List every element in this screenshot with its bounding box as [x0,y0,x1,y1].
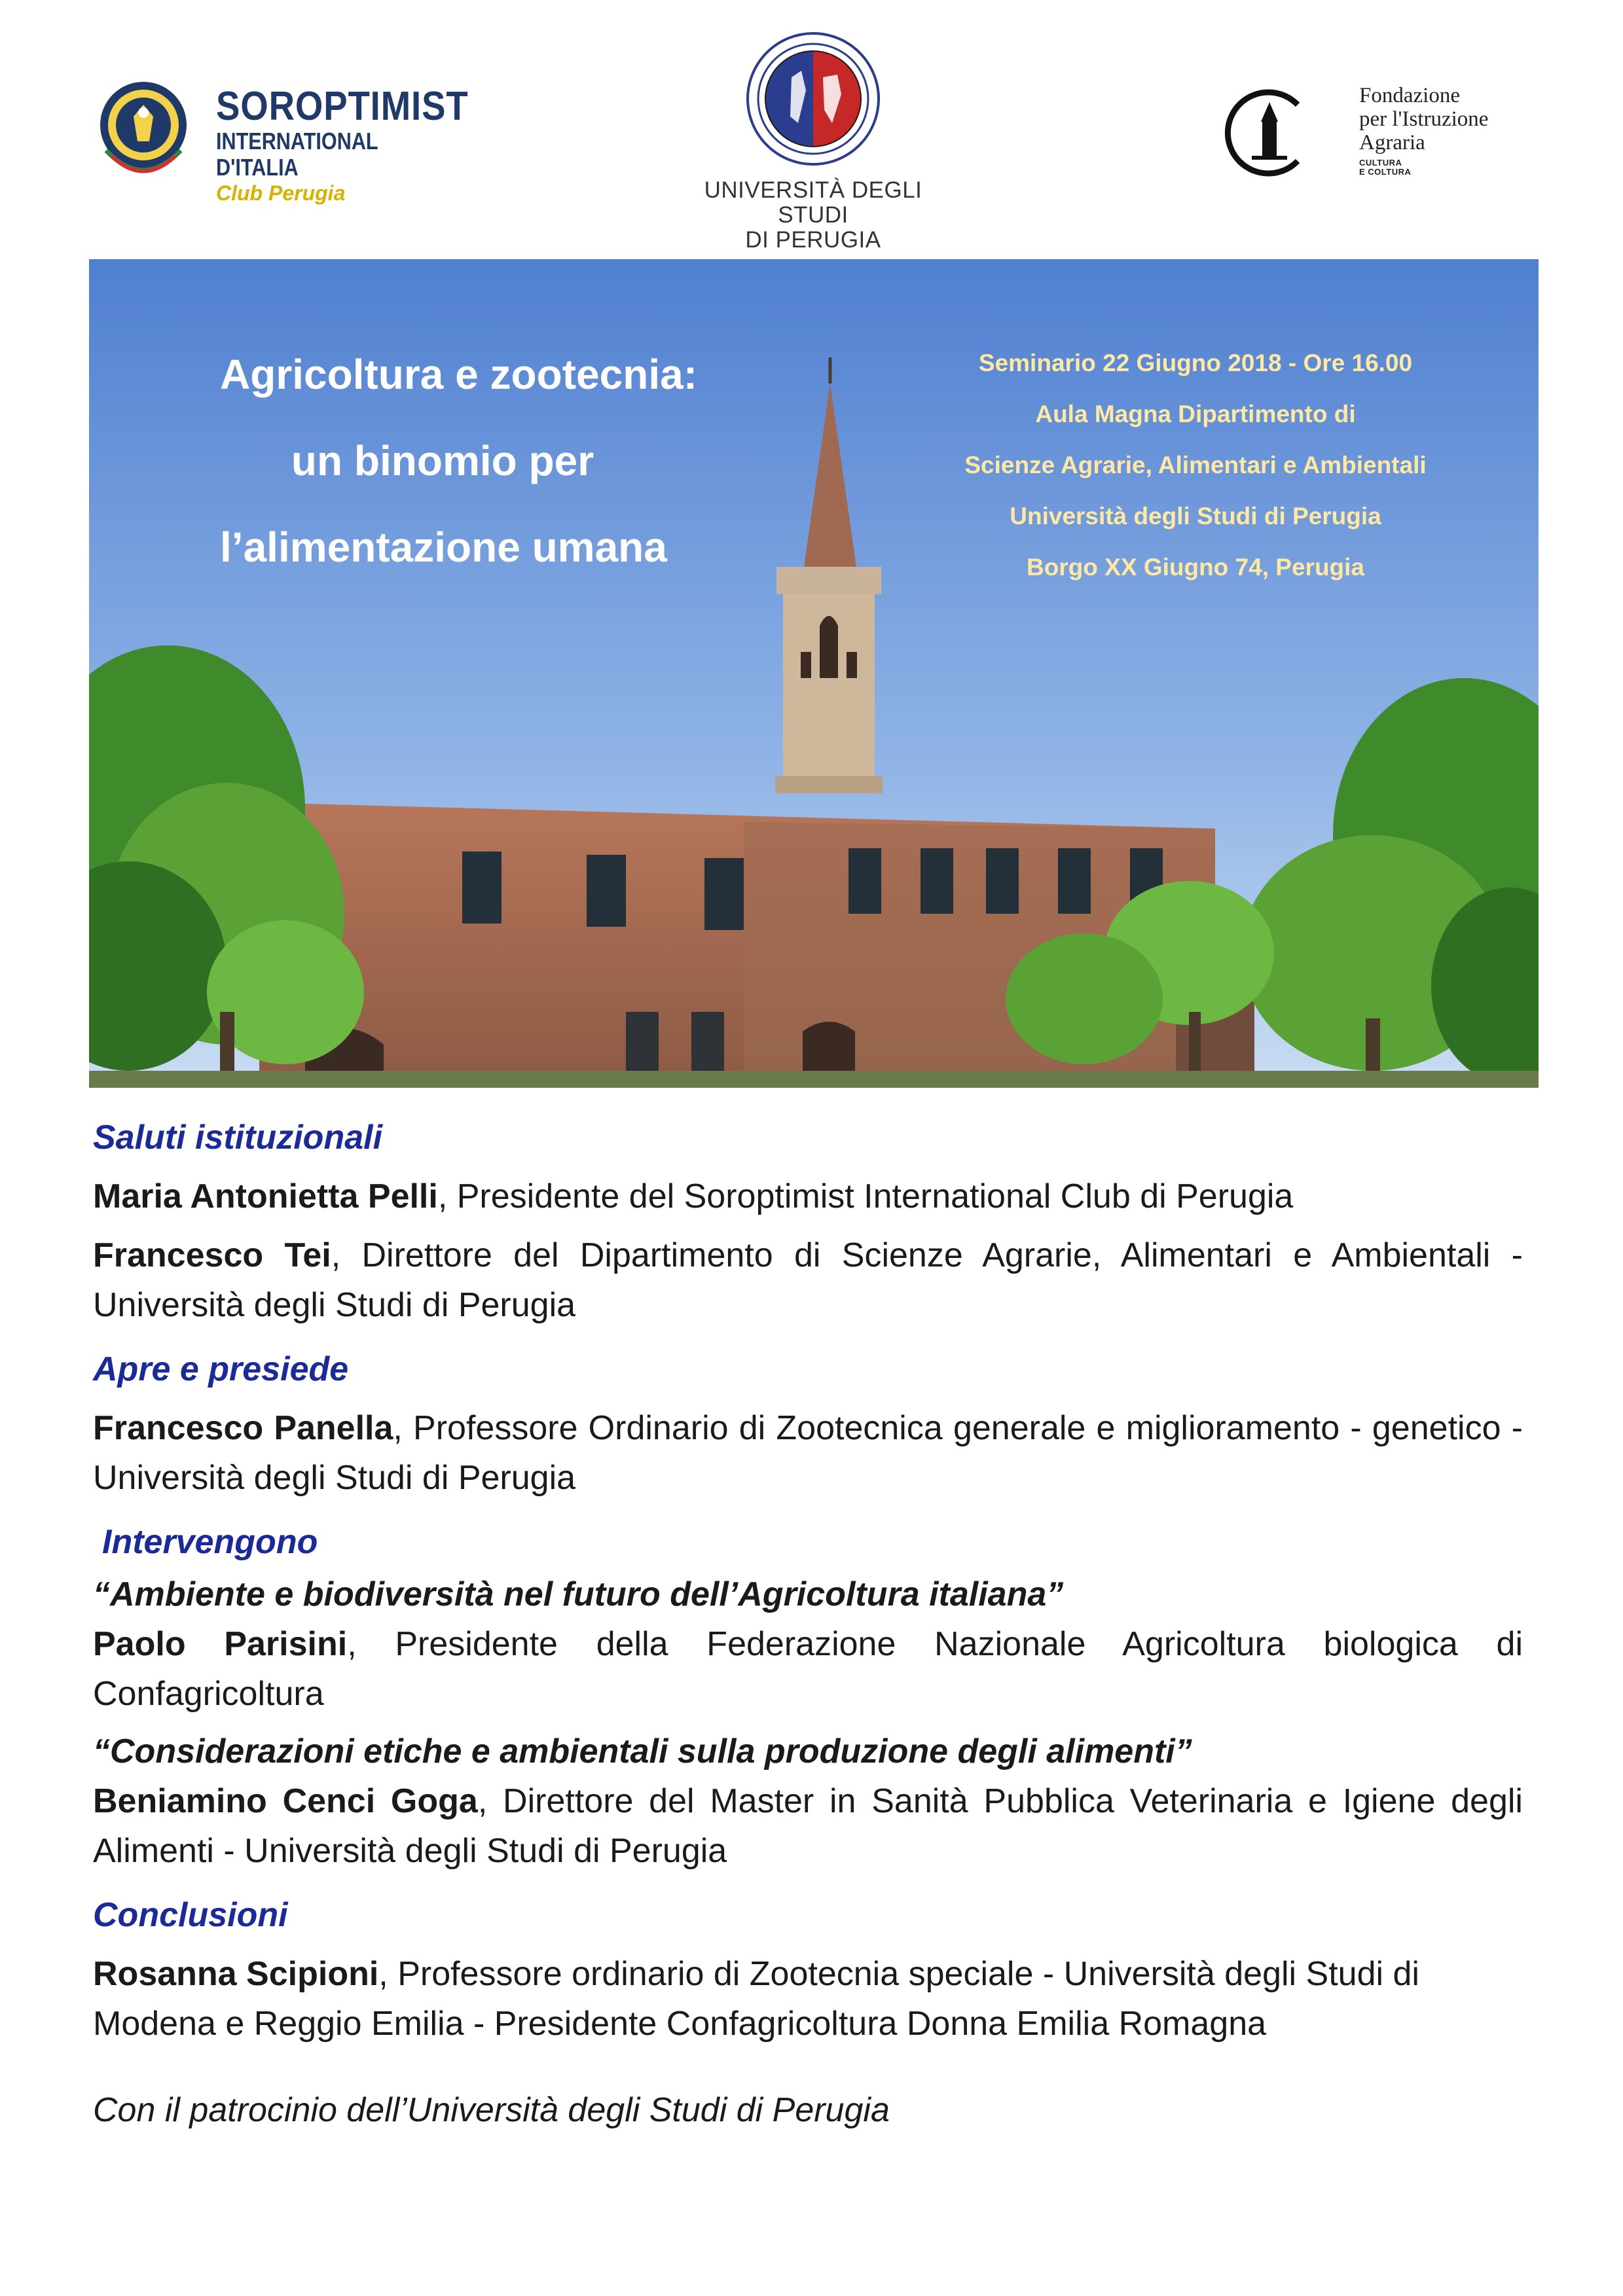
speaker-entry [93,1619,1523,1719]
talk-title: “Ambiente e biodiversità nel futuro dell’Agricoltura italiana” [93,1575,1064,1613]
university-name-line1: UNIVERSITÀ DEGLI STUDI [704,177,922,228]
soroptimist-name: SOROPTIMIST [216,84,469,129]
speaker-entry [93,1776,1523,1876]
event-address: Borgo XX Giugno 74, Perugia [1026,554,1364,581]
event-title-line: un binomio per [291,437,594,484]
program [93,1113,1523,2135]
speaker-role: , Direttore del Master in Sanità Pubblica Veterinaria e Igiene degli Alimenti - Università degli Studi di Perugia [93,1782,1523,1870]
soroptimist-logo [97,73,469,205]
fondazione-tag2: E COLTURA [1359,167,1412,177]
speaker-entry [93,1949,1523,2049]
speaker-role: , Professore ordinario di Zootecnia speciale - Università degli Studi di Modena e Reggio Emilia - Presidente Confagricoltura Donna Emilia Romagna [93,1955,1419,2043]
speaker-entry [93,1230,1523,1330]
speaker-name: Rosanna Scipioni [93,1955,379,1993]
speaker-name: Francesco Tei [93,1236,331,1274]
section-heading-intervengono: Intervengono [102,1523,318,1561]
fondazione-logo [1219,77,1546,188]
patronage-note: Con il patrocinio dell’Università degli Studi di Perugia [93,2091,890,2129]
event-title-line: l’alimentazione umana [220,524,667,571]
event-venue-line: Scienze Agrarie, Alimentari e Ambientali [964,452,1427,478]
speaker-role: , Presidente della Federazione Nazionale Agricoltura biologica di Confagricoltura [93,1625,1523,1713]
speaker-name: Paolo Parisini [93,1625,348,1663]
event-title-line: Agricoltura e zootecnia: [220,351,697,398]
section-heading-conclusioni: Conclusioni [93,1896,288,1934]
fondazione-line2: per l'Istruzione [1359,107,1489,131]
soroptimist-club: Club Perugia [216,181,346,205]
speaker-name: Francesco Panella [93,1409,393,1447]
university-name-line2: DI PERUGIA [745,227,881,253]
event-date: Seminario 22 Giugno 2018 - Ore 16.00 [978,350,1413,376]
speaker-name: Maria Antonietta Pelli [93,1177,438,1215]
university-logo [689,31,938,253]
fondazione-line3: Agraria [1359,131,1425,154]
speaker-role: , Professore Ordinario di Zootecnica generale e miglioramento - genetico - Università degli Studi di Perugia [93,1409,1523,1497]
speaker-role: , Presidente del Soroptimist International Club di Perugia [437,1177,1294,1215]
soroptimist-emblem-icon [97,79,190,188]
event-title [220,331,697,590]
speaker-role: , Direttore del Dipartimento di Scienze Agrarie, Alimentari e Ambientali - Università degli Studi di Perugia [93,1236,1523,1324]
speaker-entry [93,1403,1523,1503]
event-details [921,338,1470,593]
event-banner [89,259,1539,1088]
soroptimist-subtitle: INTERNATIONAL D'ITALIA [216,128,378,181]
talk-title: “Considerazioni etiche e ambientali sulla produzione degli alimenti” [93,1732,1192,1770]
section-heading-apre: Apre e presiede [93,1350,349,1388]
section-heading-saluti: Saluti istituzionali [93,1119,383,1157]
university-seal-icon [746,31,881,166]
fondazione-tag1: CULTURA [1359,158,1402,168]
fondazione-tower-icon [1219,84,1317,182]
speaker-name: Beniamino Cenci Goga [93,1782,478,1820]
fondazione-line1: Fondazione [1359,84,1460,107]
speaker-entry [93,1172,1523,1221]
event-venue-line: Università degli Studi di Perugia [1010,503,1381,529]
event-venue-line: Aula Magna Dipartimento di [1035,401,1356,427]
